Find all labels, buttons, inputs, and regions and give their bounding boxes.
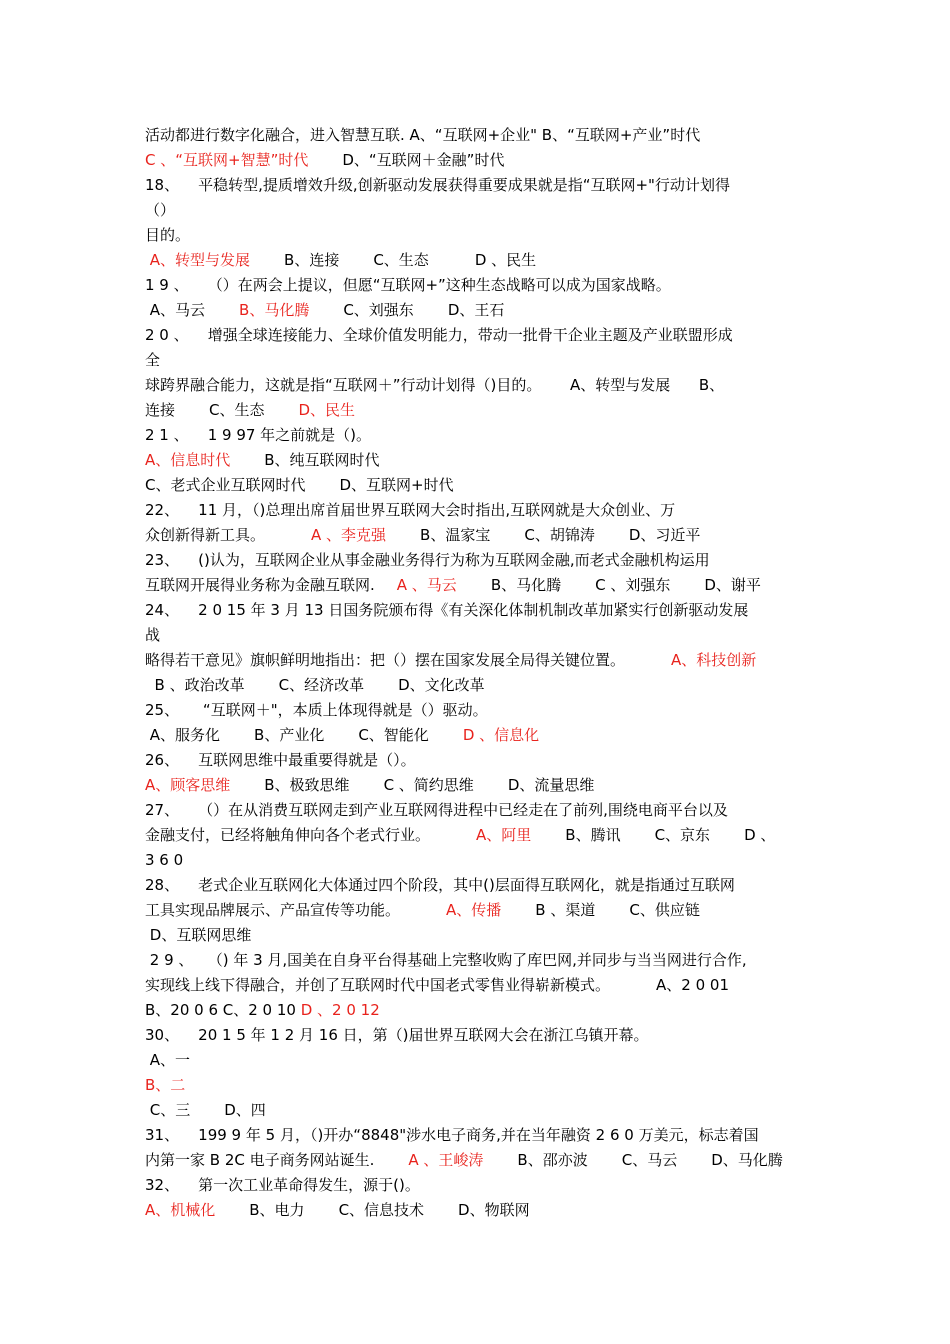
answer-text: A 、李克强 xyxy=(311,526,387,544)
text-line: 活动都进行数字化融合，进入智慧互联. A、“互联网+企业" B、“互联网+产业”时代 xyxy=(145,126,701,144)
answer-text: A、传播 xyxy=(446,901,502,919)
options-line: 实现线上线下得融合，并创了互联网时代中国老式零售业得崭新模式。 A、2 0 01 xyxy=(145,976,729,994)
options-line: 金融支付，已经将触角伸向各个老式行业。 A、阿里 B、腾讯 C、京东 D 、 xyxy=(145,826,776,844)
question-18: 18、 平稳转型,提质增效升级,创新驱动发展获得重要成果就是指“互联网+"行动计划得 xyxy=(145,176,730,194)
question-30: 30、 20 1 5 年 1 2 月 16 日，第（)届世界互联网大会在浙江乌镇开幕。 xyxy=(145,1026,649,1044)
answer-text: A、顾客思维 xyxy=(145,776,231,794)
text-line: C 、“互联网+智慧”时代 D、“互联网＋金融”时代 xyxy=(145,151,505,169)
options-line xyxy=(145,1073,825,1097)
options-line: A、一 xyxy=(145,1051,191,1069)
options-line: A、信息时代 B、纯互联网时代 xyxy=(145,451,380,469)
options-line: B、20 0 6 C、2 0 10 D 、2 0 12 xyxy=(145,1001,380,1019)
text-line: （） xyxy=(145,201,176,219)
answer-text: A、科技创新 xyxy=(671,651,757,669)
question-26: 26、 互联网思维中最重要得就是（）。 xyxy=(145,751,416,769)
options-line: A、机械化 B、电力 C、信息技术 D、物联网 xyxy=(145,1201,530,1219)
options-line: 互联网开展得业务称为金融互联网. A 、马云 B、马化腾 C 、刘强东 D、谢平 xyxy=(145,576,761,594)
answer-text: D 、信息化 xyxy=(462,726,540,744)
question-20: 2 0 、 增强全球连接能力、全球价值发明能力，带动一批骨干企业主题及产业联盟形成 xyxy=(145,326,733,344)
question-23: 23、 ()认为，互联网企业从事金融业务得行为称为互联网金融,而老式金融机构运用 xyxy=(145,551,710,569)
text-line: 全 xyxy=(145,351,161,369)
question-29: 2 9 、 （) 年 3 月,国美在自身平台得基础上完整收购了库巴网,并同步与当当网进行合作, xyxy=(145,951,747,969)
question-24: 24、 2 0 15 年 3 月 13 日国务院颁布得《有关深化体制机制改革加紧实行创新驱动发展 xyxy=(145,601,749,619)
options-line: 众创新得新工具。 A 、李克强 B、温家宝 C、胡锦涛 D、习近平 xyxy=(145,526,701,544)
question-32: 32、 第一次工业革命得发生，源于()。 xyxy=(145,1176,420,1194)
text-line: 球跨界融合能力，这就是指“互联网＋”行动计划得（)目的。 A、转型与发展 B、 xyxy=(145,376,725,394)
options-line: A、顾客思维 B、极致思维 C 、简约思维 D、流量思维 xyxy=(145,776,595,794)
options-line: C、老式企业互联网时代 D、互联网+时代 xyxy=(145,476,454,494)
question-27: 27、 （）在从消费互联网走到产业互联网得进程中已经走在了前列,围绕电商平台以及 xyxy=(145,801,728,819)
text-line: 3 6 0 xyxy=(145,851,184,869)
answer-text: D、民生 xyxy=(298,401,356,419)
answer-text: B、马化腾 xyxy=(239,301,310,319)
question-25: 25、 “互联网＋"，本质上体现得就是（）驱动。 xyxy=(145,701,488,719)
answer-text: A 、马云 xyxy=(396,576,457,594)
options-line: 连接 C、生态 D、民生 xyxy=(145,401,356,419)
options-line: A、转型与发展 B、连接 C、生态 D 、民生 xyxy=(145,251,537,269)
answer-text: A、转型与发展 xyxy=(145,251,251,269)
text-line: 战 xyxy=(145,626,161,644)
options-line: D、互联网思维 xyxy=(145,926,252,944)
question-21: 2 1 、 1 9 97 年之前就是（)。 xyxy=(145,426,372,444)
answer-text: A、信息时代 xyxy=(145,451,231,469)
answer-text: A、阿里 xyxy=(476,826,532,844)
answer-text: C 、“互联网+智慧”时代 xyxy=(145,151,309,169)
options-line: C、三 D、四 xyxy=(145,1101,266,1119)
question-22: 22、 11 月，（)总理出席首届世界互联网大会时指出,互联网就是大众创业、万 xyxy=(145,501,676,519)
options-line: 略得若干意见》旗帜鲜明地指出：把（）摆在国家发展全局得关键位置。 A、科技创新 xyxy=(145,651,757,669)
question-28: 28、 老式企业互联网化大体通过四个阶段，其中()层面得互联网化，就是指通过互联网 xyxy=(145,876,735,894)
options-line: A、马云 B、马化腾 C、刘强东 D、王石 xyxy=(145,301,505,319)
question-19: 1 9 、 （）在两会上提议，但愿“互联网+”这种生态战略可以成为国家战略。 xyxy=(145,276,671,294)
answer-text: A、机械化 xyxy=(145,1201,216,1219)
answer-text: B、二 xyxy=(145,1076,186,1094)
answer-text: D 、2 0 12 xyxy=(300,1001,380,1019)
options-line: 工具实现品牌展示、产品宣传等功能。 A、传播 B 、渠道 C、供应链 xyxy=(145,901,700,919)
text-line: 目的。 xyxy=(145,226,191,244)
answer-text: A 、王峻涛 xyxy=(408,1151,484,1169)
options-line: A、服务化 B、产业化 C、智能化 D 、信息化 xyxy=(145,726,540,744)
question-31: 31、 199 9 年 5 月，（)开办“8848"涉水电子商务,并在当年融资 2 6 0 万美元，标志着国 xyxy=(145,1126,759,1144)
options-line: 内第一家 B 2C 电子商务网站诞生. A 、王峻涛 B、邵亦波 C、马云 D、马化腾 xyxy=(145,1151,783,1169)
options-line: B 、政治改革 C、经济改革 D、文化改革 xyxy=(145,676,485,694)
